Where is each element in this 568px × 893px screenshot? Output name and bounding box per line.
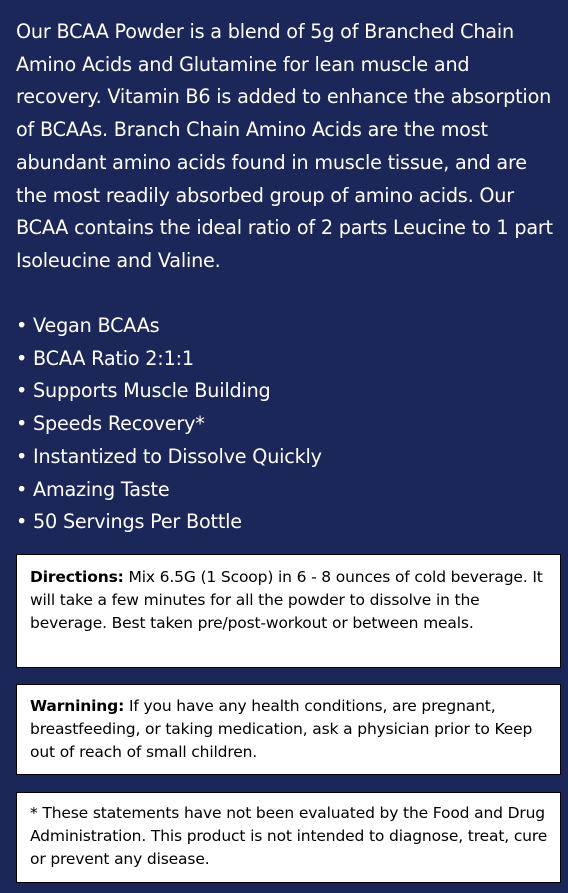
feature-item: • BCAA Ratio 2:1:1 — [16, 343, 322, 376]
feature-item: • Speeds Recovery* — [16, 408, 322, 441]
directions-label: Directions: — [30, 568, 124, 586]
feature-list — [16, 310, 322, 539]
directions-text: Mix 6.5G (1 Scoop) in 6 - 8 ounces of cold beverage. It will take a few minutes for all the powder to dissolve in the beverage. Best taken pre/post-workout or between meals. — [30, 568, 543, 632]
feature-item: • Vegan BCAAs — [16, 310, 322, 343]
feature-item: • Instantized to Dissolve Quickly — [16, 441, 322, 474]
warning-text: If you have any health conditions, are pregnant, breastfeeding, or taking medication, ask a physician prior to Keep out of reach of small children. — [30, 697, 533, 761]
disclaimer-text: * These statements have not been evaluated by the Food and Drug Administration. This product is not intended to diagnose, treat, cure or prevent any disease. — [30, 804, 548, 868]
intro-paragraph: Our BCAA Powder is a blend of 5g of Branched Chain Amino Acids and Glutamine for lean muscle and recovery. Vitamin B6 is added to enhance the absorption of BCAAs. Branch Chain Amino Acids are the most abundant amino acids found in muscle tissue, and are the most readily absorbed group of amino acids. Our BCAA contains the ideal ratio of 2 parts Leucine to 1 part Isoleucine and Valine. — [16, 20, 553, 272]
warning-label: Warnining: — [30, 697, 125, 715]
feature-item: • 50 Servings Per Bottle — [16, 506, 322, 539]
feature-item: • Supports Muscle Building — [16, 375, 322, 408]
warning-box — [16, 684, 561, 775]
disclaimer-box — [16, 792, 561, 883]
feature-item: • Amazing Taste — [16, 474, 322, 507]
directions-box — [16, 554, 561, 668]
